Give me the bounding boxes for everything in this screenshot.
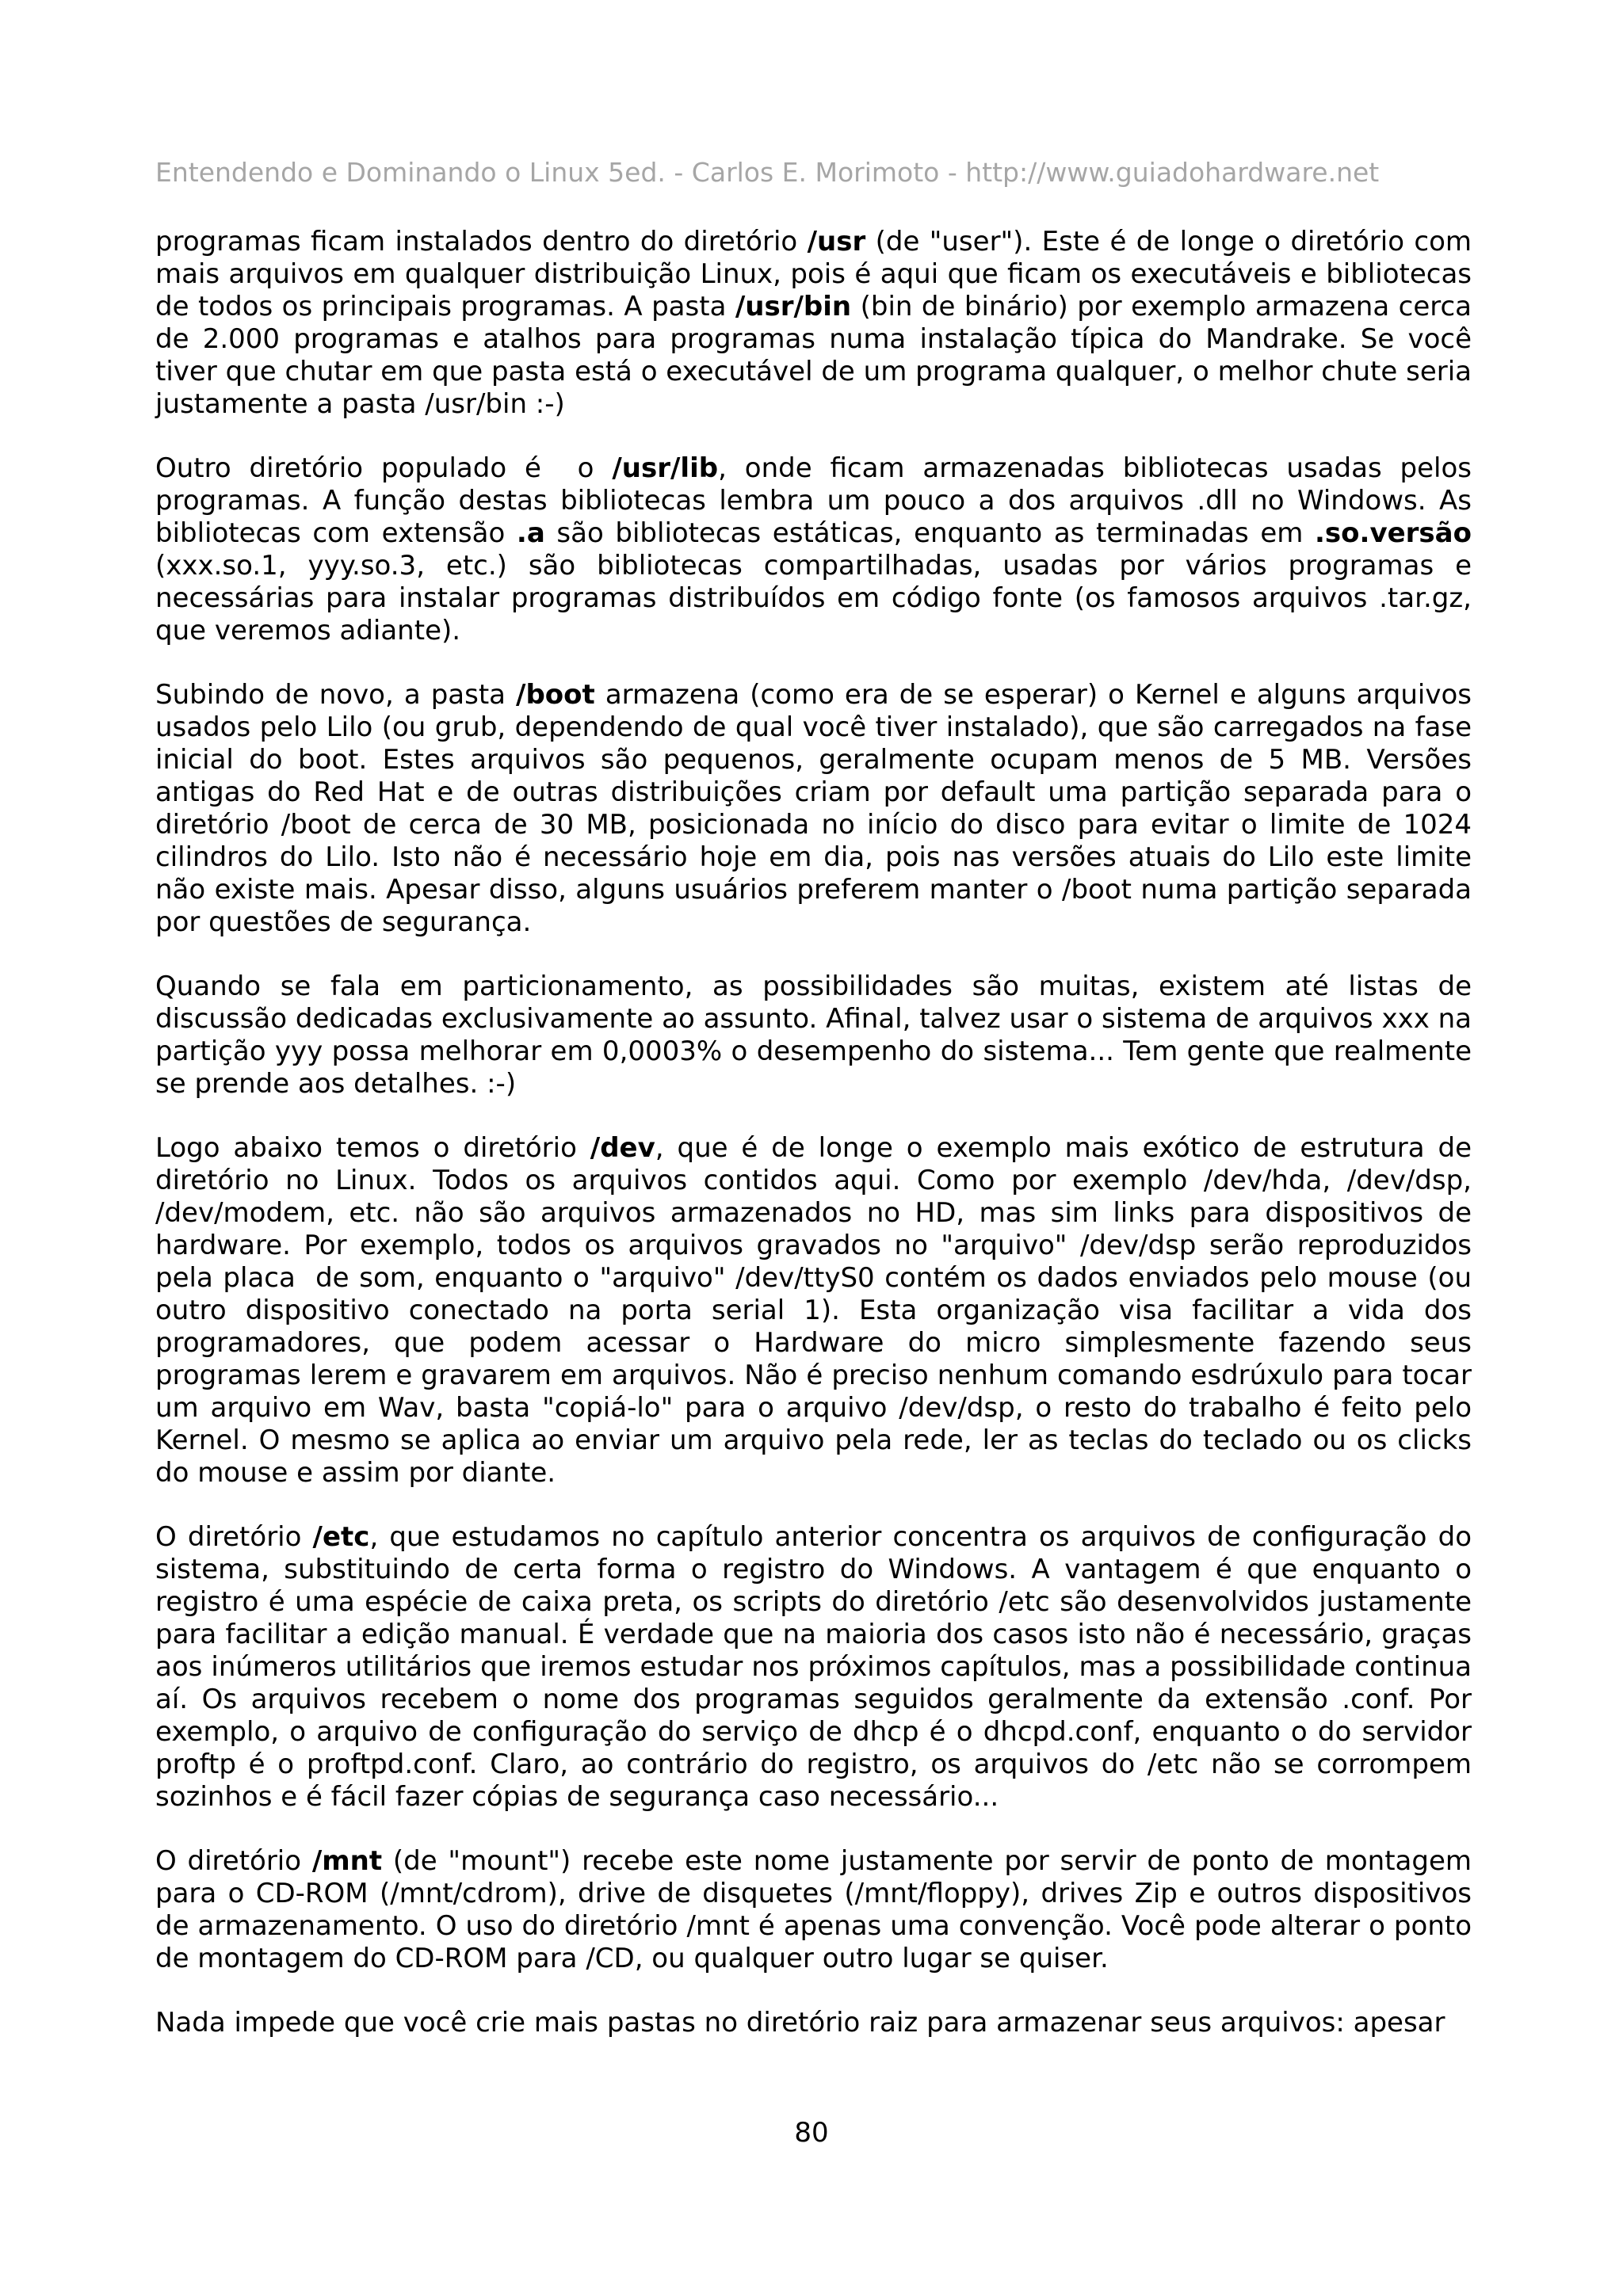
paragraph xyxy=(155,226,1480,421)
text-run: Quando se fala em particionamento, as possibilidades são muitas, existem até listas de discussão dedicadas exclusivamente ao assunto. Afinal, talvez usar o sistema de arquivos xxx na partição yyy possa melhorar em 0,0003% o desempenho do sistema... Tem gente que realmente se prende aos detalhes. :-) xyxy=(155,971,1480,1100)
text-run: armazena (como era de se esperar) o Kernel e alguns arquivos usados pelo Lilo (ou grub, dependendo de qual você tiver instalado), que são carregados na fase inicial do boot. Estes arquivos são pequenos, geralmente ocupam menos de 5 MB. Versões antigas do Red Hat e de outras distribuições criam por default uma partição separada para o diretório /boot de cerca de 30 MB, posicionada no início do disco para evitar o limite de 1024 cilindros do Lilo. Isto não é necessário hoje em dia, pois nas versões atuais do Lilo este limite não existe mais. Apesar disso, alguns usuários preferem manter o /boot numa partição separada por questões de segurança. xyxy=(155,679,1480,938)
bold-term: /boot xyxy=(516,679,595,711)
paragraph xyxy=(155,452,1480,647)
text-run: Subindo de novo, a pasta xyxy=(155,679,517,711)
text-run: , que estudamos no capítulo anterior concentra os arquivos de configuração do sistema, substituindo de certa forma o registro do Windows. A vantagem é que enquanto o registro é uma espécie de caixa preta, os scripts do diretório /etc são desenvolvidos justamente para facilitar a edição manual. É verdade que na maioria dos casos isto não é necessário, graças aos inúmeros utilitários que iremos estudar nos próximos capítulos, mas a possibilidade continua aí. Os arquivos recebem o nome dos programas seguidos geralmente da extensão .conf. Por exemplo, o arquivo de configuração do serviço de dhcp é o dhcpd.conf, enquanto o do servidor proftp é o proftpd.conf. Claro, ao contrário do registro, os arquivos do /etc não se corrompem sozinhos e é fácil fazer cópias de segurança caso necessário... xyxy=(155,1521,1480,1813)
text-run: Logo abaixo temos o diretório xyxy=(155,1132,590,1164)
text-run: (de "user"). Este é de longe o diretório com mais arquivos em qualquer distribuição Linux, pois é aqui que ficam os executáveis e bibliotecas de todos os principais programas. A pasta xyxy=(155,226,1480,322)
text-run: O diretório xyxy=(155,1845,312,1877)
bold-term: /usr/lib xyxy=(612,452,719,484)
paragraph xyxy=(155,2007,1472,2039)
text-run: , que é de longe o exemplo mais exótico de estrutura de diretório no Linux. Todos os arquivos contidos aqui. Como por exemplo /dev/hda, /dev/dsp, /dev/modem, etc. não são arquivos armazenados no HD, mas sim links para dispositivos de hardware. Por exemplo, todos os arquivos gravados no "arquivo" /dev/dsp serão reproduzidos pela placa de som, enquanto o "arquivo" /dev/ttyS0 contém os dados enviados pelo mouse (ou outro dispositivo conectado na porta serial 1). Esta organização visa facilitar a vida dos programadores, que podem acessar o Hardware do micro simplesmente fazendo seus programas lerem e gravarem em arquivos. Não é preciso nenhum comando esdrúxulo para tocar um arquivo em Wav, basta "copiá-lo" para o arquivo /dev/dsp, o resto do trabalho é feito pelo Kernel. O mesmo se aplica ao enviar um arquivo pela rede, ler as teclas do teclado ou os clicks do mouse e assim por diante. xyxy=(155,1132,1480,1489)
bold-term: .a xyxy=(516,517,545,549)
bold-term: .so.versão xyxy=(1315,517,1472,549)
text-run: (de "mount") recebe este nome justamente por servir de ponto de montagem para o CD-ROM (/mnt/cdrom), drive de disquetes (/mnt/floppy), drives Zip e outros dispositivos de armazenamento. O uso do diretório /mnt é apenas uma convenção. Você pode alterar o ponto de montagem do CD-ROM para /CD, ou qualquer outro lugar se quiser. xyxy=(155,1845,1480,1974)
text-run: Nada impede que você crie mais pastas no diretório raiz para armazenar seus arquivos: apesar xyxy=(155,2007,1445,2039)
bold-term: /mnt xyxy=(311,1845,383,1877)
paragraph xyxy=(155,679,1480,939)
bold-term: /usr/bin xyxy=(735,291,852,322)
text-run: Outro diretório populado é o xyxy=(155,452,613,484)
body-text xyxy=(155,226,1480,2071)
bold-term: /dev xyxy=(590,1132,655,1164)
text-run: (xxx.so.1, yyy.so.3, etc.) são bibliotecas compartilhadas, usadas por vários programas e necessárias para instalar programas distribuídos em código fonte (os famosos arquivos .tar.gz, que veremos adiante). xyxy=(155,517,1480,646)
text-run: , onde ficam armazenadas bibliotecas usadas pelos programas. A função destas bibliotecas lembra um pouco a dos arquivos .dll no Windows. As bibliotecas com extensão xyxy=(155,452,1480,549)
paragraph xyxy=(155,971,1480,1100)
text-run: programas ficam instalados dentro do diretório xyxy=(155,226,808,257)
bold-term: /etc xyxy=(312,1521,370,1553)
paragraph xyxy=(155,1845,1480,1975)
text-run: O diretório xyxy=(155,1521,313,1553)
bold-term: /usr xyxy=(807,226,866,257)
text-run: (bin de binário) por exemplo armazena cerca de 2.000 programas e atalhos para programas numa instalação típica do Mandrake. Se você tiver que chutar em que pasta está o executável de um programa qualquer, o melhor chute seria justamente a pasta /usr/bin :-) xyxy=(155,291,1480,420)
paragraph xyxy=(155,1521,1480,1814)
running-header: Entendendo e Dominando o Linux 5ed. - Carlos E. Morimoto - http://www.guiadohardware.net xyxy=(155,157,1380,188)
paragraph xyxy=(155,1132,1480,1489)
page-number: 80 xyxy=(794,2117,829,2149)
text-run: são bibliotecas estáticas, enquanto as terminadas em xyxy=(544,517,1316,549)
